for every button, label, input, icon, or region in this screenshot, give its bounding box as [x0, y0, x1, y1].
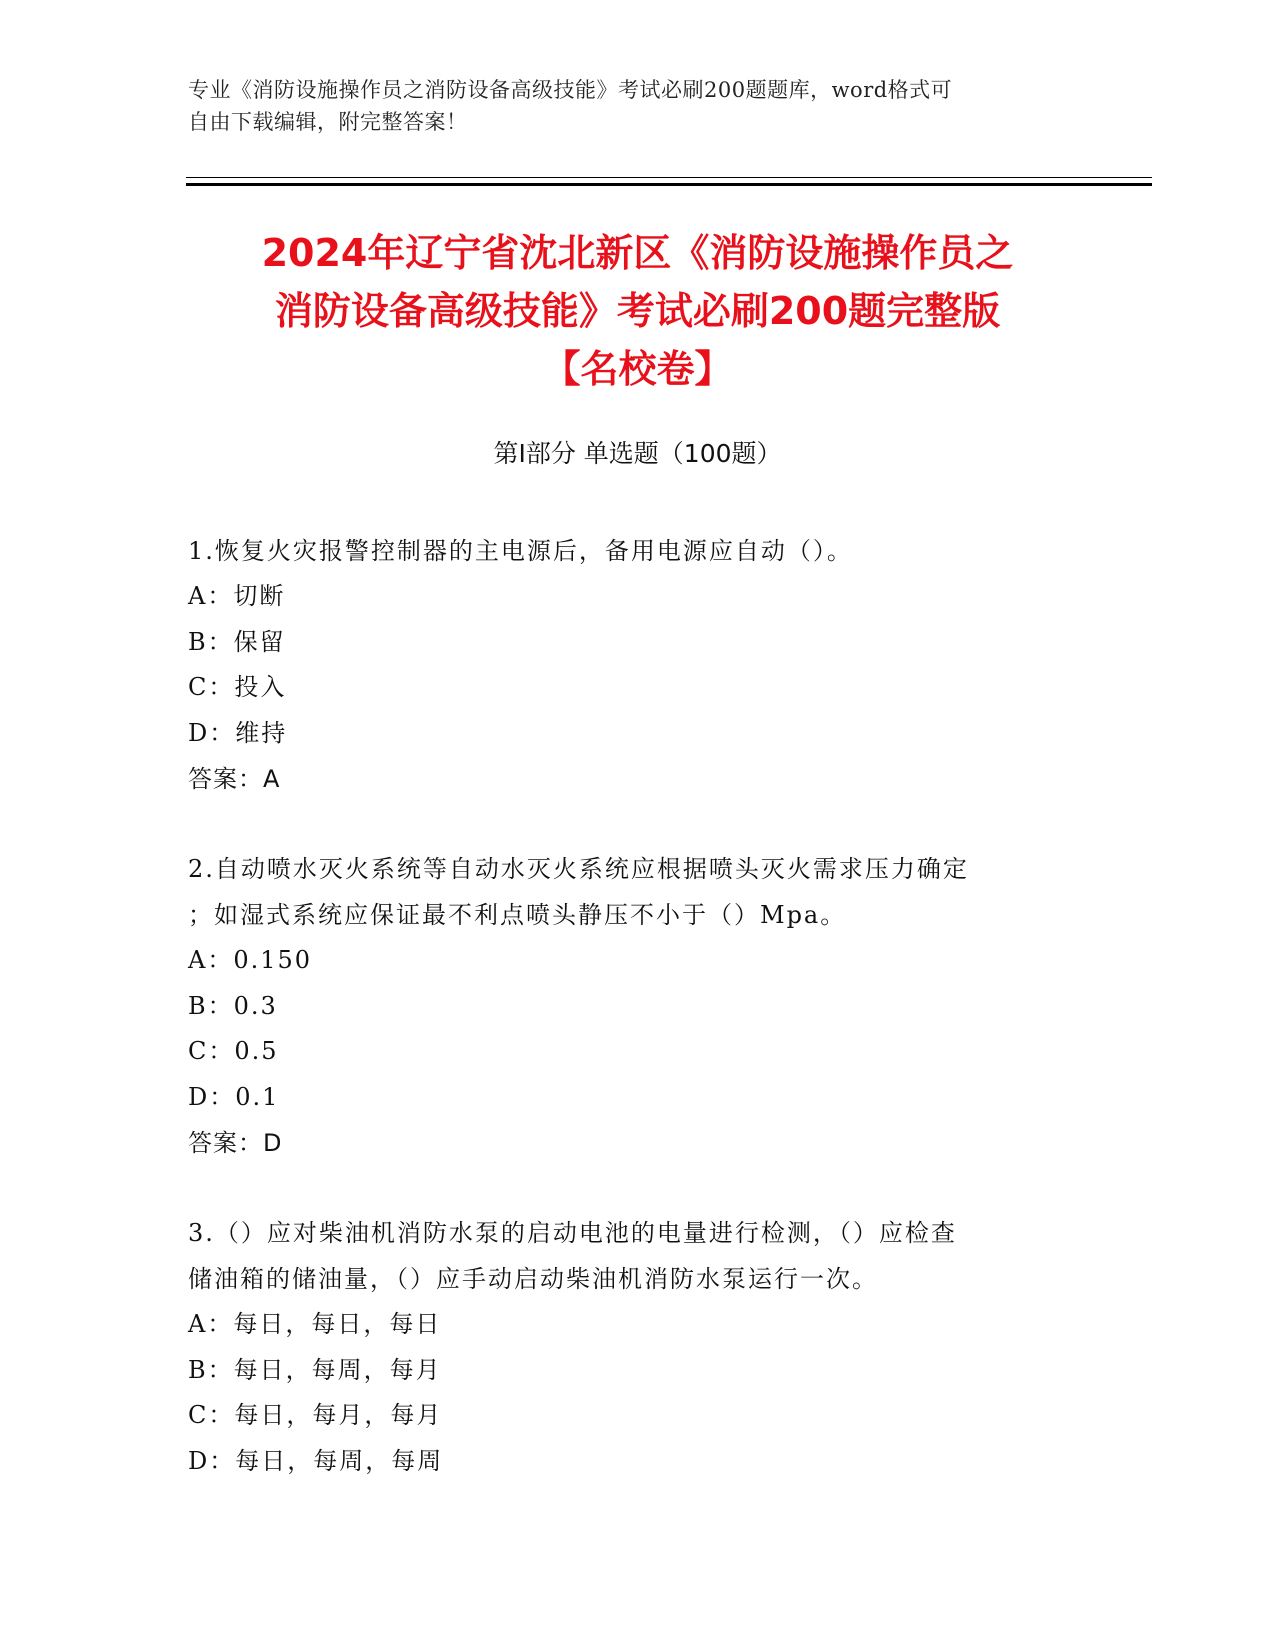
- option-a: A：每日，每日，每日: [188, 1310, 442, 1338]
- option-b: B：每日，每周，每月: [188, 1355, 442, 1384]
- option-a: A：切断: [188, 582, 286, 610]
- question-stem: 1.恢复火灾报警控制器的主电源后，备用电源应自动（）。: [188, 537, 853, 565]
- option-c: C：0.5: [188, 1037, 279, 1065]
- question-stem: 2.自动喷水灭火系统等自动水灭火系统应根据喷头灭火需求压力确定: [188, 855, 969, 883]
- option-a: A：0.150: [188, 946, 313, 974]
- option-c: C：投入: [188, 673, 287, 701]
- option-b: B：保留: [188, 627, 286, 656]
- document-title: [150, 224, 1125, 398]
- question-item: [188, 846, 1068, 1166]
- question-item: [188, 528, 1068, 802]
- answer: 答案：D: [188, 1129, 283, 1157]
- section-heading: 第I部分 单选题（100题）: [493, 439, 782, 468]
- question-item: [188, 1210, 1068, 1484]
- title-line: 【名校卷】: [542, 347, 733, 391]
- header-note-line: 自由下载编辑，附完整答案！: [188, 110, 468, 134]
- header-divider-thick: [186, 183, 1152, 186]
- header-divider-thin: [186, 177, 1152, 178]
- question-stem-continued: ；如湿式系统应保证最不利点喷头静压不小于（）Mpa。: [188, 901, 847, 929]
- option-d: D：0.1: [188, 1082, 280, 1111]
- option-b: B：0.3: [188, 991, 278, 1020]
- question-list: [188, 528, 1068, 1528]
- title-line: 消防设备高级技能》考试必刷200题完整版: [274, 289, 1001, 333]
- option-d: D：维持: [188, 718, 288, 747]
- question-stem: 3.（）应对柴油机消防水泵的启动电池的电量进行检测，（）应检查: [188, 1219, 957, 1247]
- option-c: C：每日，每月，每月: [188, 1401, 443, 1429]
- header-note-line: 专业《消防设施操作员之消防设备高级技能》考试必刷200题题库，word格式可: [188, 78, 953, 102]
- header-note: [188, 74, 1088, 138]
- question-stem-continued: 储油箱的储油量，（）应手动启动柴油机消防水泵运行一次。: [188, 1265, 878, 1293]
- answer: 答案：A: [188, 765, 281, 793]
- option-d: D：每日，每周，每周: [188, 1446, 444, 1475]
- title-line: 2024年辽宁省沈北新区《消防设施操作员之: [261, 231, 1014, 275]
